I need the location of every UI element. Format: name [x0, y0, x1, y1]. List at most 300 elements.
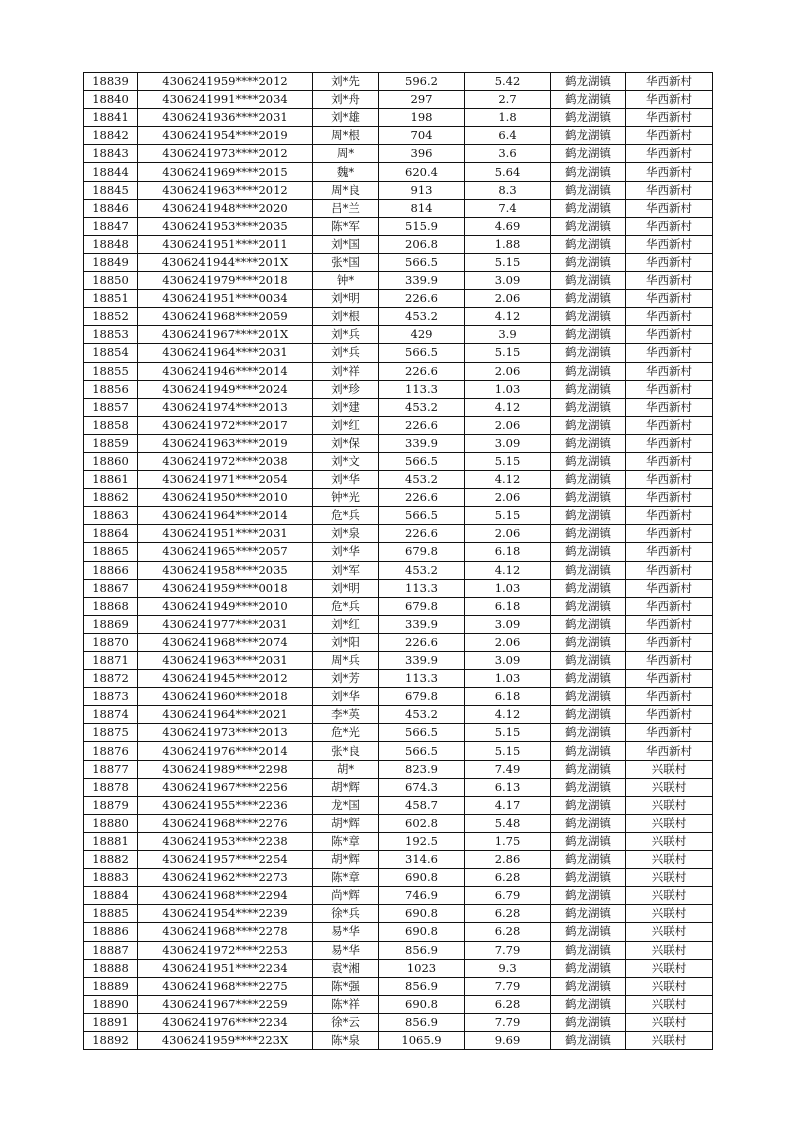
- amount-cell: 690.8: [379, 869, 465, 887]
- town-cell: 鹤龙湖镇: [551, 1013, 626, 1031]
- village-cell: 华西新村: [626, 91, 713, 109]
- town-cell: 鹤龙湖镇: [551, 272, 626, 290]
- area-cell: 5.42: [465, 73, 551, 91]
- village-cell: 兴联村: [626, 851, 713, 869]
- name-cell: 刘*保: [313, 434, 379, 452]
- village-cell: 华西新村: [626, 290, 713, 308]
- amount-cell: 192.5: [379, 832, 465, 850]
- name-cell: 胡*辉: [313, 851, 379, 869]
- table-row: [84, 724, 713, 742]
- town-cell: 鹤龙湖镇: [551, 199, 626, 217]
- area-cell: 5.15: [465, 724, 551, 742]
- id-number-cell: 4306241962****2273: [138, 869, 313, 887]
- village-cell: 华西新村: [626, 452, 713, 470]
- village-cell: 华西新村: [626, 688, 713, 706]
- id-number-cell: 4306241951****0034: [138, 290, 313, 308]
- village-cell: 华西新村: [626, 579, 713, 597]
- area-cell: 6.4: [465, 127, 551, 145]
- id-number-cell: 4306241957****2254: [138, 851, 313, 869]
- area-cell: 5.15: [465, 253, 551, 271]
- row-number-cell: 18851: [84, 290, 138, 308]
- row-number-cell: 18859: [84, 434, 138, 452]
- area-cell: 1.8: [465, 109, 551, 127]
- row-number-cell: 18879: [84, 796, 138, 814]
- area-cell: 6.18: [465, 688, 551, 706]
- table-row: [84, 91, 713, 109]
- amount-cell: 690.8: [379, 923, 465, 941]
- id-number-cell: 4306241968****2278: [138, 923, 313, 941]
- name-cell: 周*根: [313, 127, 379, 145]
- village-cell: 华西新村: [626, 344, 713, 362]
- village-cell: 华西新村: [626, 199, 713, 217]
- area-cell: 6.28: [465, 995, 551, 1013]
- area-cell: 6.28: [465, 923, 551, 941]
- table-row: [84, 109, 713, 127]
- village-cell: 华西新村: [626, 109, 713, 127]
- id-number-cell: 4306241959****0018: [138, 579, 313, 597]
- row-number-cell: 18847: [84, 217, 138, 235]
- area-cell: 6.18: [465, 597, 551, 615]
- area-cell: 1.03: [465, 380, 551, 398]
- row-number-cell: 18881: [84, 832, 138, 850]
- id-number-cell: 4306241968****2275: [138, 977, 313, 995]
- amount-cell: 814: [379, 199, 465, 217]
- name-cell: 刘*明: [313, 290, 379, 308]
- town-cell: 鹤龙湖镇: [551, 706, 626, 724]
- amount-cell: 856.9: [379, 977, 465, 995]
- amount-cell: 566.5: [379, 724, 465, 742]
- amount-cell: 339.9: [379, 434, 465, 452]
- amount-cell: 566.5: [379, 452, 465, 470]
- village-cell: 华西新村: [626, 253, 713, 271]
- id-number-cell: 4306241953****2035: [138, 217, 313, 235]
- amount-cell: 453.2: [379, 706, 465, 724]
- area-cell: 3.9: [465, 326, 551, 344]
- village-cell: 兴联村: [626, 923, 713, 941]
- id-number-cell: 4306241979****2018: [138, 272, 313, 290]
- town-cell: 鹤龙湖镇: [551, 127, 626, 145]
- id-number-cell: 4306241949****2010: [138, 597, 313, 615]
- table-row: [84, 905, 713, 923]
- village-cell: 华西新村: [626, 434, 713, 452]
- town-cell: 鹤龙湖镇: [551, 670, 626, 688]
- amount-cell: 314.6: [379, 851, 465, 869]
- area-cell: 2.86: [465, 851, 551, 869]
- area-cell: 5.64: [465, 163, 551, 181]
- table-row: [84, 163, 713, 181]
- id-number-cell: 4306241976****2234: [138, 1013, 313, 1031]
- area-cell: 9.3: [465, 959, 551, 977]
- row-number-cell: 18849: [84, 253, 138, 271]
- village-cell: 华西新村: [626, 633, 713, 651]
- row-number-cell: 18866: [84, 561, 138, 579]
- village-cell: 华西新村: [626, 398, 713, 416]
- village-cell: 兴联村: [626, 778, 713, 796]
- id-number-cell: 4306241950****2010: [138, 489, 313, 507]
- name-cell: 刘*华: [313, 543, 379, 561]
- row-number-cell: 18846: [84, 199, 138, 217]
- amount-cell: 198: [379, 109, 465, 127]
- village-cell: 华西新村: [626, 308, 713, 326]
- table-row: [84, 579, 713, 597]
- table-row: [84, 489, 713, 507]
- row-number-cell: 18888: [84, 959, 138, 977]
- id-number-cell: 4306241948****2020: [138, 199, 313, 217]
- name-cell: 刘*华: [313, 688, 379, 706]
- id-number-cell: 4306241955****2236: [138, 796, 313, 814]
- amount-cell: 429: [379, 326, 465, 344]
- table-row: [84, 597, 713, 615]
- town-cell: 鹤龙湖镇: [551, 887, 626, 905]
- row-number-cell: 18872: [84, 670, 138, 688]
- town-cell: 鹤龙湖镇: [551, 398, 626, 416]
- village-cell: 华西新村: [626, 525, 713, 543]
- row-number-cell: 18850: [84, 272, 138, 290]
- name-cell: 刘*泉: [313, 525, 379, 543]
- table-row: [84, 199, 713, 217]
- row-number-cell: 18878: [84, 778, 138, 796]
- id-number-cell: 4306241965****2057: [138, 543, 313, 561]
- town-cell: 鹤龙湖镇: [551, 688, 626, 706]
- amount-cell: 453.2: [379, 561, 465, 579]
- town-cell: 鹤龙湖镇: [551, 507, 626, 525]
- amount-cell: 226.6: [379, 525, 465, 543]
- village-cell: 兴联村: [626, 887, 713, 905]
- town-cell: 鹤龙湖镇: [551, 959, 626, 977]
- town-cell: 鹤龙湖镇: [551, 253, 626, 271]
- table-row: [84, 869, 713, 887]
- village-cell: 兴联村: [626, 941, 713, 959]
- town-cell: 鹤龙湖镇: [551, 778, 626, 796]
- name-cell: 徐*兵: [313, 905, 379, 923]
- table-row: [84, 507, 713, 525]
- area-cell: 5.15: [465, 344, 551, 362]
- row-number-cell: 18842: [84, 127, 138, 145]
- table-row: [84, 778, 713, 796]
- town-cell: 鹤龙湖镇: [551, 290, 626, 308]
- amount-cell: 913: [379, 181, 465, 199]
- row-number-cell: 18882: [84, 851, 138, 869]
- table-row: [84, 380, 713, 398]
- area-cell: 4.12: [465, 706, 551, 724]
- village-cell: 华西新村: [626, 380, 713, 398]
- name-cell: 刘*红: [313, 416, 379, 434]
- table-row: [84, 814, 713, 832]
- id-number-cell: 4306241968****2074: [138, 633, 313, 651]
- amount-cell: 566.5: [379, 253, 465, 271]
- table-row: [84, 923, 713, 941]
- town-cell: 鹤龙湖镇: [551, 561, 626, 579]
- id-number-cell: 4306241989****2298: [138, 760, 313, 778]
- row-number-cell: 18877: [84, 760, 138, 778]
- table-row: [84, 543, 713, 561]
- area-cell: 4.17: [465, 796, 551, 814]
- area-cell: 2.06: [465, 489, 551, 507]
- table-row: [84, 452, 713, 470]
- id-number-cell: 4306241953****2238: [138, 832, 313, 850]
- amount-cell: 856.9: [379, 1013, 465, 1031]
- name-cell: 胡*辉: [313, 814, 379, 832]
- amount-cell: 679.8: [379, 688, 465, 706]
- town-cell: 鹤龙湖镇: [551, 489, 626, 507]
- town-cell: 鹤龙湖镇: [551, 652, 626, 670]
- id-number-cell: 4306241971****2054: [138, 471, 313, 489]
- table-row: [84, 308, 713, 326]
- name-cell: 刘*华: [313, 471, 379, 489]
- name-cell: 袁*湘: [313, 959, 379, 977]
- table-row: [84, 434, 713, 452]
- village-cell: 兴联村: [626, 832, 713, 850]
- area-cell: 3.09: [465, 615, 551, 633]
- table-row: [84, 796, 713, 814]
- row-number-cell: 18864: [84, 525, 138, 543]
- town-cell: 鹤龙湖镇: [551, 1031, 626, 1049]
- id-number-cell: 4306241972****2253: [138, 941, 313, 959]
- name-cell: 张*国: [313, 253, 379, 271]
- area-cell: 9.69: [465, 1031, 551, 1049]
- amount-cell: 113.3: [379, 380, 465, 398]
- name-cell: 危*光: [313, 724, 379, 742]
- table-row: [84, 525, 713, 543]
- subsidy-table: [83, 72, 713, 1050]
- area-cell: 3.09: [465, 652, 551, 670]
- row-number-cell: 18858: [84, 416, 138, 434]
- town-cell: 鹤龙湖镇: [551, 452, 626, 470]
- area-cell: 6.28: [465, 869, 551, 887]
- id-number-cell: 4306241973****2012: [138, 145, 313, 163]
- village-cell: 华西新村: [626, 326, 713, 344]
- town-cell: 鹤龙湖镇: [551, 434, 626, 452]
- area-cell: 7.79: [465, 1013, 551, 1031]
- row-number-cell: 18891: [84, 1013, 138, 1031]
- id-number-cell: 4306241958****2035: [138, 561, 313, 579]
- amount-cell: 458.7: [379, 796, 465, 814]
- id-number-cell: 4306241954****2239: [138, 905, 313, 923]
- amount-cell: 113.3: [379, 579, 465, 597]
- town-cell: 鹤龙湖镇: [551, 344, 626, 362]
- id-number-cell: 4306241972****2038: [138, 452, 313, 470]
- table-row: [84, 253, 713, 271]
- id-number-cell: 4306241972****2017: [138, 416, 313, 434]
- table-row: [84, 127, 713, 145]
- id-number-cell: 4306241963****2019: [138, 434, 313, 452]
- village-cell: 华西新村: [626, 471, 713, 489]
- town-cell: 鹤龙湖镇: [551, 869, 626, 887]
- area-cell: 5.48: [465, 814, 551, 832]
- village-cell: 华西新村: [626, 272, 713, 290]
- name-cell: 吕*兰: [313, 199, 379, 217]
- id-number-cell: 4306241946****2014: [138, 362, 313, 380]
- village-cell: 兴联村: [626, 814, 713, 832]
- row-number-cell: 18871: [84, 652, 138, 670]
- id-number-cell: 4306241951****2234: [138, 959, 313, 977]
- town-cell: 鹤龙湖镇: [551, 579, 626, 597]
- village-cell: 华西新村: [626, 235, 713, 253]
- table-row: [84, 235, 713, 253]
- row-number-cell: 18889: [84, 977, 138, 995]
- table-row: [84, 688, 713, 706]
- village-cell: 华西新村: [626, 724, 713, 742]
- town-cell: 鹤龙湖镇: [551, 326, 626, 344]
- village-cell: 华西新村: [626, 507, 713, 525]
- table-row: [84, 652, 713, 670]
- table-row: [84, 615, 713, 633]
- village-cell: 华西新村: [626, 597, 713, 615]
- town-cell: 鹤龙湖镇: [551, 145, 626, 163]
- id-number-cell: 4306241977****2031: [138, 615, 313, 633]
- name-cell: 刘*军: [313, 561, 379, 579]
- name-cell: 李*英: [313, 706, 379, 724]
- row-number-cell: 18874: [84, 706, 138, 724]
- village-cell: 华西新村: [626, 561, 713, 579]
- id-number-cell: 4306241963****2012: [138, 181, 313, 199]
- amount-cell: 226.6: [379, 489, 465, 507]
- row-number-cell: 18883: [84, 869, 138, 887]
- village-cell: 华西新村: [626, 127, 713, 145]
- id-number-cell: 4306241969****2015: [138, 163, 313, 181]
- row-number-cell: 18875: [84, 724, 138, 742]
- id-number-cell: 4306241951****2011: [138, 235, 313, 253]
- town-cell: 鹤龙湖镇: [551, 235, 626, 253]
- id-number-cell: 4306241967****2259: [138, 995, 313, 1013]
- row-number-cell: 18852: [84, 308, 138, 326]
- amount-cell: 226.6: [379, 362, 465, 380]
- id-number-cell: 4306241964****2031: [138, 344, 313, 362]
- name-cell: 徐*云: [313, 1013, 379, 1031]
- table-row: [84, 344, 713, 362]
- name-cell: 易*华: [313, 923, 379, 941]
- row-number-cell: 18886: [84, 923, 138, 941]
- area-cell: 5.15: [465, 507, 551, 525]
- village-cell: 华西新村: [626, 742, 713, 760]
- table-row: [84, 633, 713, 651]
- area-cell: 4.12: [465, 308, 551, 326]
- village-cell: 兴联村: [626, 905, 713, 923]
- town-cell: 鹤龙湖镇: [551, 923, 626, 941]
- area-cell: 1.75: [465, 832, 551, 850]
- area-cell: 7.79: [465, 977, 551, 995]
- area-cell: 4.12: [465, 471, 551, 489]
- name-cell: 刘*根: [313, 308, 379, 326]
- row-number-cell: 18867: [84, 579, 138, 597]
- table-row: [84, 326, 713, 344]
- id-number-cell: 4306241951****2031: [138, 525, 313, 543]
- village-cell: 华西新村: [626, 73, 713, 91]
- id-number-cell: 4306241954****2019: [138, 127, 313, 145]
- amount-cell: 297: [379, 91, 465, 109]
- name-cell: 陈*祥: [313, 995, 379, 1013]
- row-number-cell: 18887: [84, 941, 138, 959]
- name-cell: 张*良: [313, 742, 379, 760]
- name-cell: 刘*文: [313, 452, 379, 470]
- name-cell: 危*兵: [313, 507, 379, 525]
- name-cell: 胡*辉: [313, 778, 379, 796]
- id-number-cell: 4306241945****2012: [138, 670, 313, 688]
- table-row: [84, 706, 713, 724]
- row-number-cell: 18857: [84, 398, 138, 416]
- amount-cell: 620.4: [379, 163, 465, 181]
- area-cell: 2.06: [465, 633, 551, 651]
- amount-cell: 339.9: [379, 615, 465, 633]
- amount-cell: 602.8: [379, 814, 465, 832]
- row-number-cell: 18845: [84, 181, 138, 199]
- row-number-cell: 18869: [84, 615, 138, 633]
- area-cell: 2.06: [465, 362, 551, 380]
- amount-cell: 704: [379, 127, 465, 145]
- town-cell: 鹤龙湖镇: [551, 832, 626, 850]
- area-cell: 4.12: [465, 561, 551, 579]
- town-cell: 鹤龙湖镇: [551, 543, 626, 561]
- area-cell: 7.49: [465, 760, 551, 778]
- village-cell: 华西新村: [626, 489, 713, 507]
- amount-cell: 566.5: [379, 507, 465, 525]
- name-cell: 刘*兵: [313, 326, 379, 344]
- table-row: [84, 181, 713, 199]
- row-number-cell: 18856: [84, 380, 138, 398]
- row-number-cell: 18890: [84, 995, 138, 1013]
- area-cell: 2.06: [465, 416, 551, 434]
- table-row: [84, 742, 713, 760]
- amount-cell: 566.5: [379, 344, 465, 362]
- village-cell: 兴联村: [626, 977, 713, 995]
- table-row: [84, 1013, 713, 1031]
- area-cell: 5.15: [465, 452, 551, 470]
- area-cell: 1.03: [465, 579, 551, 597]
- row-number-cell: 18870: [84, 633, 138, 651]
- id-number-cell: 4306241963****2031: [138, 652, 313, 670]
- name-cell: 陈*军: [313, 217, 379, 235]
- amount-cell: 674.3: [379, 778, 465, 796]
- id-number-cell: 4306241960****2018: [138, 688, 313, 706]
- town-cell: 鹤龙湖镇: [551, 851, 626, 869]
- table-row: [84, 995, 713, 1013]
- id-number-cell: 4306241967****2256: [138, 778, 313, 796]
- area-cell: 1.88: [465, 235, 551, 253]
- table-row: [84, 851, 713, 869]
- area-cell: 7.4: [465, 199, 551, 217]
- town-cell: 鹤龙湖镇: [551, 217, 626, 235]
- name-cell: 刘*先: [313, 73, 379, 91]
- village-cell: 华西新村: [626, 543, 713, 561]
- table-row: [84, 145, 713, 163]
- table-row: [84, 217, 713, 235]
- amount-cell: 396: [379, 145, 465, 163]
- row-number-cell: 18848: [84, 235, 138, 253]
- area-cell: 4.12: [465, 398, 551, 416]
- id-number-cell: 4306241949****2024: [138, 380, 313, 398]
- area-cell: 3.6: [465, 145, 551, 163]
- id-number-cell: 4306241976****2014: [138, 742, 313, 760]
- id-number-cell: 4306241964****2014: [138, 507, 313, 525]
- town-cell: 鹤龙湖镇: [551, 941, 626, 959]
- row-number-cell: 18844: [84, 163, 138, 181]
- row-number-cell: 18892: [84, 1031, 138, 1049]
- town-cell: 鹤龙湖镇: [551, 597, 626, 615]
- amount-cell: 226.6: [379, 290, 465, 308]
- amount-cell: 453.2: [379, 398, 465, 416]
- row-number-cell: 18863: [84, 507, 138, 525]
- table-row: [84, 73, 713, 91]
- area-cell: 2.06: [465, 290, 551, 308]
- town-cell: 鹤龙湖镇: [551, 380, 626, 398]
- table-row: [84, 362, 713, 380]
- name-cell: 刘*建: [313, 398, 379, 416]
- village-cell: 华西新村: [626, 615, 713, 633]
- village-cell: 华西新村: [626, 362, 713, 380]
- row-number-cell: 18840: [84, 91, 138, 109]
- area-cell: 3.09: [465, 434, 551, 452]
- name-cell: 陈*泉: [313, 1031, 379, 1049]
